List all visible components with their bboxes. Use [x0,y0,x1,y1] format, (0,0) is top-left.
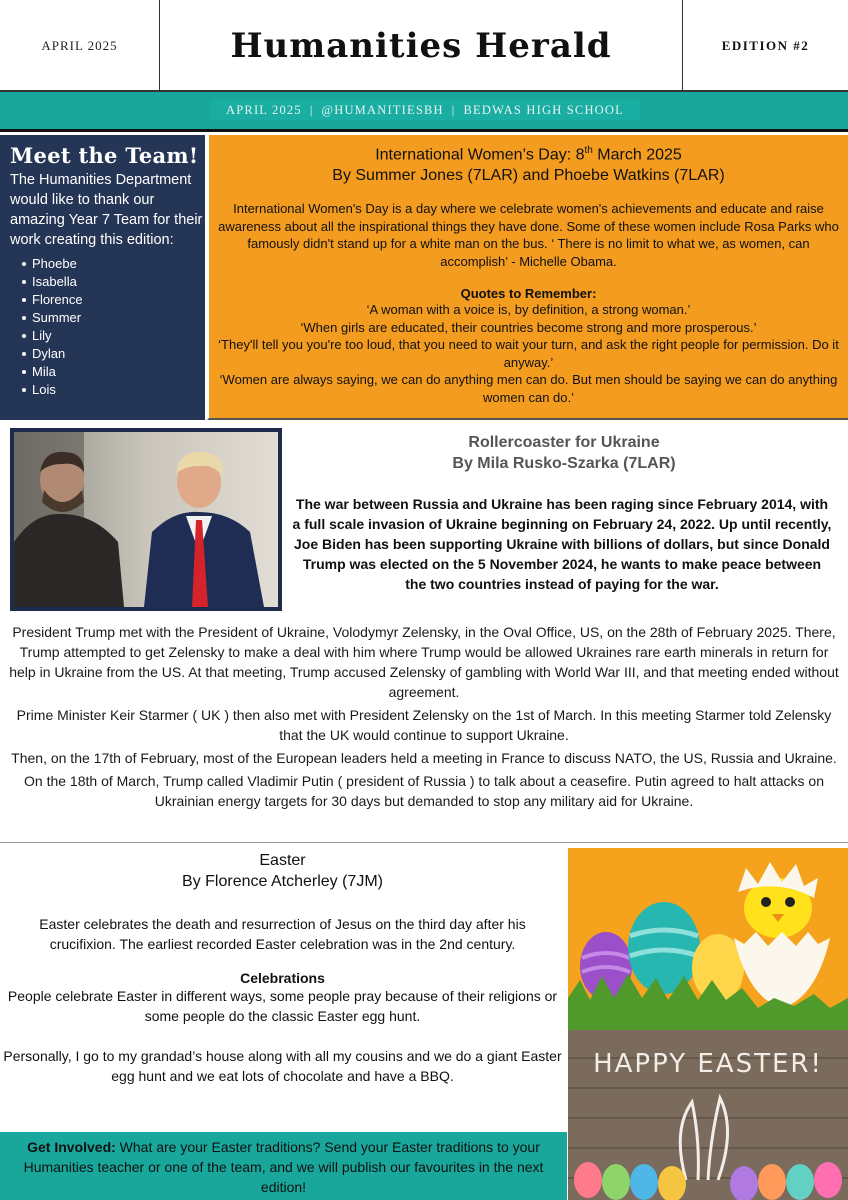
team-member: Lois [22,381,205,399]
edition-label: EDITION #2 [682,0,848,92]
sub-banner-text [210,100,640,120]
iwd-title [217,140,840,165]
ukraine-byline: By Mila Rusko-Szarka (7LAR) [452,455,676,472]
sub-banner-school: BEDWAS HIGH SCHOOL [463,102,624,117]
iwd-quote: ‘When girls are educated, their countries become strong and more prosperous.’ [300,319,757,335]
happy-easter-image [568,1030,848,1200]
newsletter-title: Humanities Herald [230,26,612,66]
iwd-title-sup: th [584,145,593,156]
iwd-quote: ‘Women are always saying, we can do anything men can do. But men should be saying we can do anything women can do.’ [219,372,838,405]
easter-paragraph: Easter celebrates the death and resurrection of Jesus on the third day after his crucifixion. The earliest recorded Easter celebration was in the 2nd century. [39,916,526,952]
ukraine-title [290,432,838,474]
team-member: Isabella [22,273,205,291]
iwd-quote: ‘A woman with a voice is, by definition, a strong woman.’ [366,302,691,318]
easter-title: Easter [259,852,306,869]
iwd-article [207,135,848,420]
get-involved-text: What are your Easter traditions? Send your Easter traditions to your Humanities teacher or one of the team, and we will publish our favourites in the next edition! [23,1139,544,1195]
ukraine-title-text: Rollercoaster for Ukraine [468,434,660,451]
sub-banner-date: APRIL 2025 [226,102,302,117]
team-member: Florence [22,291,205,309]
sub-banner-separator: | [309,102,314,117]
iwd-title-text: International Women’s Day: 8 [375,146,585,164]
leaders-photo-illustration [14,432,278,607]
easter-article [0,850,565,1086]
iwd-quotes-heading: Quotes to Remember: [460,286,597,302]
team-member: Lily [22,327,205,345]
happy-easter-illustration [568,1030,848,1200]
team-member: Mila [22,363,205,381]
team-intro: The Humanities Department would like to thank our amazing Year 7 Team for their work creating this edition: [10,172,203,248]
team-member-list [10,255,205,399]
team-member: Phoebe [22,255,205,273]
easter-celebrations-heading: Celebrations [240,970,325,986]
team-member: Dylan [22,345,205,363]
sub-banner-separator: | [451,102,456,117]
easter-byline: By Florence Atcherley (7JM) [182,873,383,890]
ukraine-lead: The war between Russia and Ukraine has been raging since February 2014, with a full scale invasion of Ukraine beginning on February 24, 2022. Up until recently, Joe Biden has been supporting Ukraine with billions of dollars, but since Donald Trump was elected on the 5 November 2024, he wants to make peace between the two countries instead of paying for the war. [292,496,832,592]
masthead [0,0,848,92]
ukraine-paragraph: Then, on the 17th of February, most of the European leaders held a meeting in France to discuss NATO, the US, Russia and Ukraine. [11,750,837,766]
iwd-title-text-end: March 2025 [592,146,682,164]
team-member: Summer [22,309,205,327]
section-divider [0,842,848,843]
sub-banner-handle: @HUMANITIESBH [321,102,444,117]
iwd-quote: ‘They'll tell you you're too loud, that you need to wait your turn, and ask the right people for permission. Do it anyway.’ [218,337,839,370]
ukraine-body [8,622,840,814]
ukraine-paragraph: On the 18th of March, Trump called Vladimir Putin ( president of Russia ) to talk about a ceasefire. Putin agreed to halt attacks on Ukrainian energy targets for 30 days but demanded to stop any military aid for Ukraine. [24,773,824,809]
sub-banner [0,92,848,132]
get-involved-label: Get Involved: [27,1139,116,1155]
easter-chick-illustration [568,848,848,1030]
team-heading: Meet the Team! [10,143,199,168]
iwd-body: International Women's Day is a day where we celebrate women's achievements and educate and raise awareness about all the inspirational things they have done. Some of these women include Rosa Parks who famously didn't stand up for a white man on the bus. ‘ There is no limit to what we, as women, can accomplish’ - Michelle Obama. [218,201,839,269]
easter-paragraph: People celebrate Easter in different ways, some people pray because of their religions or some people do the classic Easter egg hunt. [7,988,558,1024]
iwd-byline: By Summer Jones (7LAR) and Phoebe Watkins (7LAR) [332,167,725,185]
leaders-photo [10,428,282,611]
easter-chick-image [568,848,848,1030]
get-involved-banner [0,1132,567,1200]
meet-the-team-panel [0,135,205,420]
happy-easter-text: HAPPY EASTER! [593,1049,823,1079]
masthead-date: APRIL 2025 [0,0,160,92]
easter-paragraph: Personally, I go to my grandad’s house along with all my cousins and we do a giant Easter egg hunt and we eat lots of chocolate and have a BBQ. [3,1048,562,1084]
ukraine-paragraph: President Trump met with the President of Ukraine, Volodymyr Zelensky, in the Oval Office, US, on the 28th of February 2025. There, Trump attempted to get Zelensky to make a deal with him where Trump would be allowed Ukraines rare earth minerals in return for help in Ukraine from the US. At that meeting, Trump accused Zelensky of gambling with World War III, and that meeting ended without agreement. [9,624,839,700]
ukraine-paragraph: Prime Minister Keir Starmer ( UK ) then also met with President Zelensky on the 1st of March. In this meeting Starmer told Zelensky that the UK would continue to support Ukraine. [16,707,832,743]
